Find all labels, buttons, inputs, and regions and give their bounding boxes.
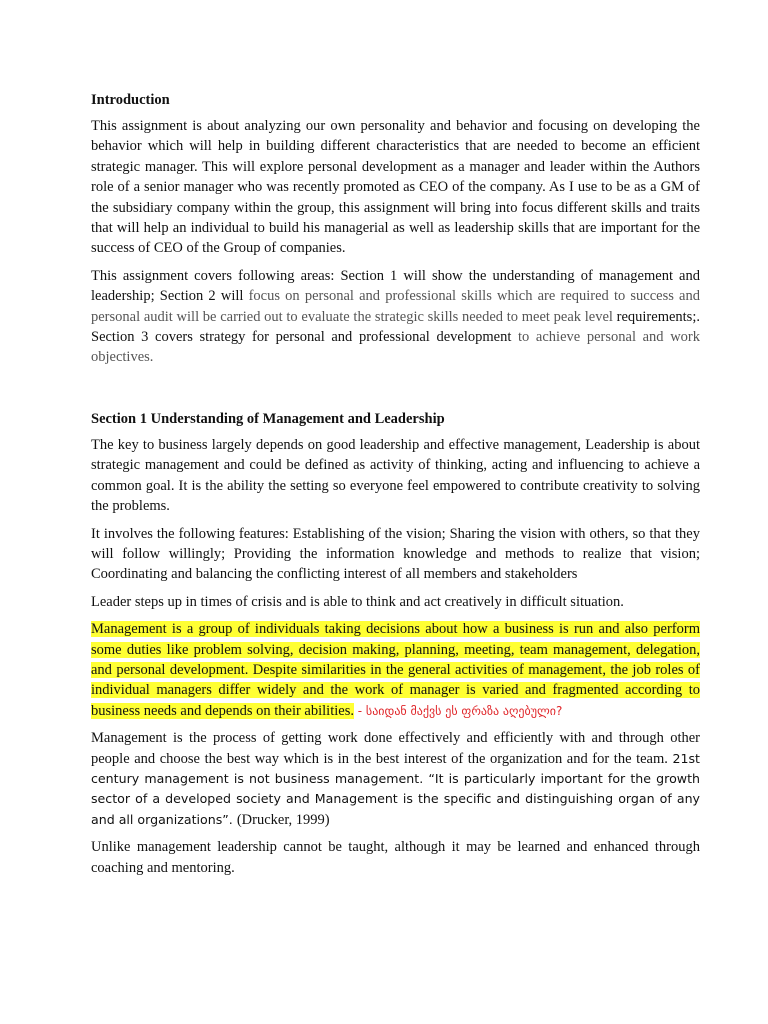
section1-paragraph-3: Leader steps up in times of crisis and is able to think and act creatively in difficult situation. — [91, 593, 624, 610]
intro-p2-text-b: focus on personal and professional skills which are required to success and personal audit will be carried out to evaluate the strategic skills needed to meet peak level — [91, 288, 700, 325]
section1-paragraph-5 — [91, 728, 700, 830]
intro-paragraph-1: This assignment is about analyzing our own personality and behavior and focusing on developing the behavior which will help in building different characteristics that are needed to become an efficient strategic manager. This will explore personal development as a manager and leader within the Authors role of a senior manager who was recently promoted as CEO of the company. As I use to be as a GM of the subsidiary company within the group, this assignment will bring into focus different skills and traits that will help an individual to build his managerial as well as leadership skills that are important for the success of CEO of the Group of companies. — [91, 118, 700, 257]
section1-heading: Section 1 Understanding of Management and Leadership — [91, 410, 445, 427]
intro-p2-text-d: to achieve personal and work objectives. — [91, 329, 700, 366]
intro-p2-text-c: requirements;. Section 3 covers strategy for personal and professional development — [91, 308, 700, 346]
drucker-quote: 21st century management is not business management. “It is particularly important for the growth sector of a developed society and Management is the specific and distinguishing organ of any and all organizations”. — [91, 750, 700, 827]
section-spacer — [91, 375, 700, 405]
intro-p2-text-a: This assignment covers following areas: Section 1 will show the understanding of management and leadership; Section 2 will — [91, 267, 700, 305]
intro-paragraph-2 — [91, 266, 700, 368]
intro-heading: Introduction — [91, 92, 170, 108]
section1-paragraph-1: The key to business largely depends on good leadership and effective management, Leadership is about strategic management and could be defined as activity of thinking, acting and influencing to achieve a common goal. It is the ability the setting so everyone feel empowered to contribute creativity to solving the problems. — [91, 436, 700, 515]
citation: (Drucker, 1999) — [236, 811, 330, 828]
section1-paragraph-2: It involves the following features: Establishing of the vision; Sharing the vision with others, so that they will follow willingly; Providing the information knowledge and methods to realize that vision; Coordinating and balancing the conflicting interest of all members and stakeholders — [91, 525, 700, 583]
section1-paragraph-4 — [91, 619, 700, 721]
section1-p5-text-a: Management is the process of getting work done effectively and efficiently with and through other people and choose the best way which is in the best interest of the organization and for the team. — [91, 730, 700, 767]
reviewer-comment: - საიდან მაქვს ეს ფრაზა აღებული? — [353, 703, 563, 718]
section1-paragraph-6: Unlike management leadership cannot be taught, although it may be learned and enhanced through coaching and mentoring. — [91, 839, 700, 876]
highlighted-text: Management is a group of individuals taking decisions about how a business is run and also perform some duties like problem solving, decision making, planning, meeting, team management, delegation, and personal development. Despite similarities in the general activities of management, the job roles of individual managers differ widely and the work of manager is varied and fragmented according to business needs and depends on their abilities. — [91, 621, 700, 719]
